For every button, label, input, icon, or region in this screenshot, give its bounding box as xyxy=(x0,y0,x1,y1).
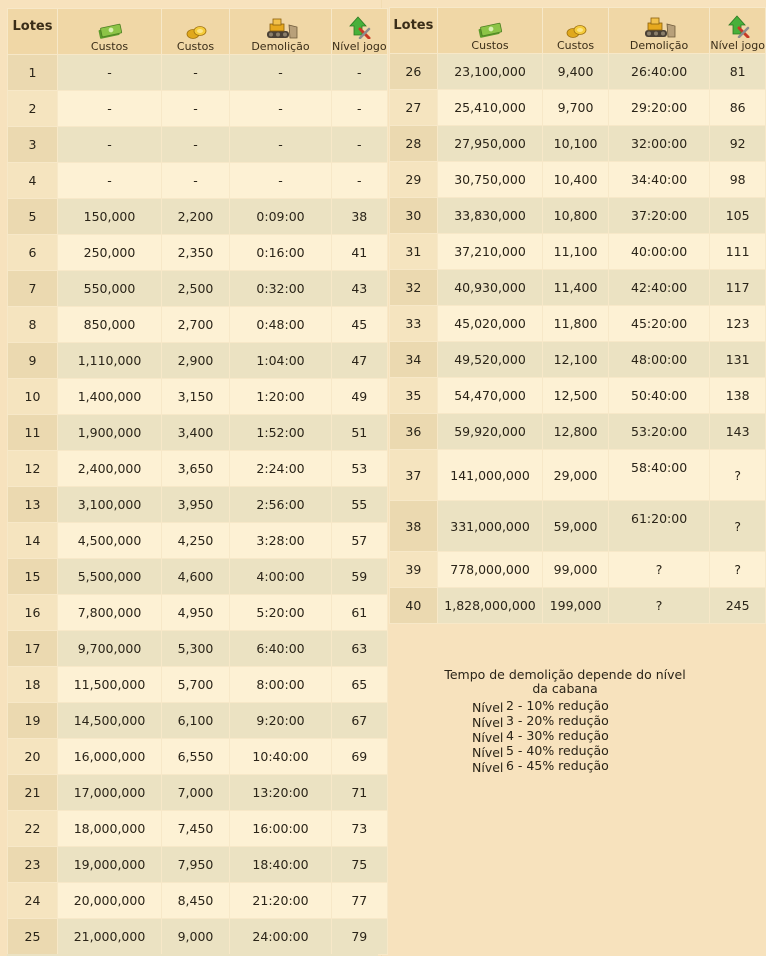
cell-custos: 40,930,000 xyxy=(437,270,543,306)
cell-moedas: 6,100 xyxy=(162,703,230,739)
cell-lote: 35 xyxy=(390,378,438,414)
note-title-line2: da cabana xyxy=(532,681,598,696)
table-row xyxy=(8,559,388,595)
cell-moedas: 6,550 xyxy=(162,739,230,775)
cell-lote: 8 xyxy=(8,307,58,343)
table-row xyxy=(8,667,388,703)
cell-lote: 6 xyxy=(8,235,58,271)
cell-custos: 30,750,000 xyxy=(437,162,543,198)
cell-moedas: 9,000 xyxy=(162,919,230,955)
cell-nivel: 47 xyxy=(332,343,388,379)
cell-moedas: 10,100 xyxy=(543,126,609,162)
cell-custos: 14,500,000 xyxy=(58,703,162,739)
cell-custos: 331,000,000 xyxy=(437,501,543,552)
cell-moedas: 12,500 xyxy=(543,378,609,414)
cell-moedas: 99,000 xyxy=(543,552,609,588)
note-level-row xyxy=(472,743,710,758)
cell-moedas: - xyxy=(162,163,230,199)
cell-lote: 37 xyxy=(390,450,438,501)
table-row xyxy=(8,127,388,163)
table-row xyxy=(390,378,766,414)
note-level-row xyxy=(472,758,710,773)
table-row xyxy=(8,343,388,379)
cell-custos: 37,210,000 xyxy=(437,234,543,270)
cell-custos: 17,000,000 xyxy=(58,775,162,811)
header-custos-coins xyxy=(162,9,230,55)
table-row xyxy=(8,415,388,451)
cell-moedas: 2,200 xyxy=(162,199,230,235)
header-label: Nível jogo xyxy=(332,40,387,53)
cell-nivel: 138 xyxy=(710,378,766,414)
header-custos-money xyxy=(58,9,162,55)
cell-lote: 15 xyxy=(8,559,58,595)
cell-lote: 40 xyxy=(390,588,438,624)
cell-lote: 24 xyxy=(8,883,58,919)
header-custos-coins xyxy=(543,8,609,54)
table-row xyxy=(8,199,388,235)
cell-custos: 27,950,000 xyxy=(437,126,543,162)
cell-moedas: 5,300 xyxy=(162,631,230,667)
note-level-word: Nível xyxy=(472,760,504,775)
table-row xyxy=(8,487,388,523)
cell-nivel: 63 xyxy=(332,631,388,667)
note-level-row xyxy=(472,698,710,713)
cell-nivel: 67 xyxy=(332,703,388,739)
cell-moedas: 12,800 xyxy=(543,414,609,450)
cell-lote: 18 xyxy=(8,667,58,703)
cell-lote: 30 xyxy=(390,198,438,234)
cell-demolicao: 2:24:00 xyxy=(230,451,332,487)
cell-demolicao: 0:48:00 xyxy=(230,307,332,343)
table-row xyxy=(8,847,388,883)
cell-nivel: 43 xyxy=(332,271,388,307)
note-level-word: Nível xyxy=(472,715,504,730)
table-row xyxy=(390,450,766,501)
table-header-row xyxy=(8,9,388,55)
header-label: Custos xyxy=(556,39,595,52)
level-up-arrow-tools-icon xyxy=(347,15,371,39)
cell-nivel: 105 xyxy=(710,198,766,234)
cell-lote: 9 xyxy=(8,343,58,379)
cell-moedas: 59,000 xyxy=(543,501,609,552)
note-level-row xyxy=(472,728,710,743)
gold-coins-icon xyxy=(565,22,587,38)
note-level-text: 5 - 40% redução xyxy=(506,743,609,758)
cell-nivel: 55 xyxy=(332,487,388,523)
cell-moedas: 11,400 xyxy=(543,270,609,306)
cell-nivel: - xyxy=(332,55,388,91)
cell-moedas: 2,900 xyxy=(162,343,230,379)
cell-nivel: 38 xyxy=(332,199,388,235)
cell-custos: 1,400,000 xyxy=(58,379,162,415)
cell-lote: 29 xyxy=(390,162,438,198)
cell-nivel: 61 xyxy=(332,595,388,631)
cell-lote: 21 xyxy=(8,775,58,811)
cell-nivel: ? xyxy=(710,450,766,501)
note-level-text: 6 - 45% redução xyxy=(506,758,609,773)
level-up-arrow-tools-icon xyxy=(726,14,750,38)
cell-lote: 33 xyxy=(390,306,438,342)
header-custos-money xyxy=(437,8,543,54)
cell-moedas: 2,350 xyxy=(162,235,230,271)
cell-lote: 19 xyxy=(8,703,58,739)
cell-lote: 7 xyxy=(8,271,58,307)
cell-custos: 59,920,000 xyxy=(437,414,543,450)
cell-demolicao: - xyxy=(230,55,332,91)
header-demolicao xyxy=(608,8,710,54)
note-title xyxy=(420,668,710,696)
cell-lote: 32 xyxy=(390,270,438,306)
cell-moedas: 4,600 xyxy=(162,559,230,595)
cell-moedas: 3,150 xyxy=(162,379,230,415)
bulldozer-icon xyxy=(641,16,677,38)
money-bills-icon xyxy=(477,20,503,38)
cell-lote: 22 xyxy=(8,811,58,847)
cell-lote: 3 xyxy=(8,127,58,163)
cell-lote: 26 xyxy=(390,54,438,90)
table-row xyxy=(8,883,388,919)
cell-moedas: 10,800 xyxy=(543,198,609,234)
cell-demolicao: 21:20:00 xyxy=(230,883,332,919)
note-level-word: Nível xyxy=(472,700,504,715)
cell-demolicao: 50:40:00 xyxy=(608,378,710,414)
cell-custos: 9,700,000 xyxy=(58,631,162,667)
cell-moedas: 4,250 xyxy=(162,523,230,559)
cell-moedas: 7,450 xyxy=(162,811,230,847)
cell-lote: 28 xyxy=(390,126,438,162)
table-row xyxy=(8,55,388,91)
cell-demolicao: 29:20:00 xyxy=(608,90,710,126)
note-level-word: Nível xyxy=(472,745,504,760)
cell-moedas: 5,700 xyxy=(162,667,230,703)
cell-custos: 20,000,000 xyxy=(58,883,162,919)
cell-custos: 141,000,000 xyxy=(437,450,543,501)
note-title-line1: Tempo de demolição depende do nível xyxy=(444,667,686,682)
cell-nivel: 59 xyxy=(332,559,388,595)
cell-demolicao: 0:16:00 xyxy=(230,235,332,271)
lots-table-left xyxy=(7,8,388,955)
cell-demolicao: 5:20:00 xyxy=(230,595,332,631)
cell-nivel: 111 xyxy=(710,234,766,270)
cell-nivel: 131 xyxy=(710,342,766,378)
cell-custos: 7,800,000 xyxy=(58,595,162,631)
cell-custos: 19,000,000 xyxy=(58,847,162,883)
cell-moedas: 3,400 xyxy=(162,415,230,451)
cell-nivel: 49 xyxy=(332,379,388,415)
cell-demolicao: ? xyxy=(608,552,710,588)
cell-demolicao: 8:00:00 xyxy=(230,667,332,703)
table-row xyxy=(8,595,388,631)
cell-moedas: 2,500 xyxy=(162,271,230,307)
cell-moedas: 4,950 xyxy=(162,595,230,631)
table-row xyxy=(8,703,388,739)
cell-demolicao: ? xyxy=(608,588,710,624)
table-row xyxy=(390,414,766,450)
cell-custos: 54,470,000 xyxy=(437,378,543,414)
cell-nivel: 79 xyxy=(332,919,388,955)
cell-demolicao: 45:20:00 xyxy=(608,306,710,342)
cell-lote: 25 xyxy=(8,919,58,955)
cell-lote: 34 xyxy=(390,342,438,378)
cell-lote: 10 xyxy=(8,379,58,415)
cell-moedas: - xyxy=(162,91,230,127)
cell-demolicao: 40:00:00 xyxy=(608,234,710,270)
money-bills-icon xyxy=(97,21,123,39)
cell-demolicao: 32:00:00 xyxy=(608,126,710,162)
cell-nivel: ? xyxy=(710,552,766,588)
cell-custos: 778,000,000 xyxy=(437,552,543,588)
cell-demolicao: 58:40:00 xyxy=(608,450,710,501)
cell-custos: 3,100,000 xyxy=(58,487,162,523)
table-row xyxy=(390,501,766,552)
cell-nivel: 71 xyxy=(332,775,388,811)
cell-demolicao: 48:00:00 xyxy=(608,342,710,378)
cell-moedas: - xyxy=(162,55,230,91)
cell-nivel: - xyxy=(332,163,388,199)
cell-demolicao: 2:56:00 xyxy=(230,487,332,523)
cell-custos: 45,020,000 xyxy=(437,306,543,342)
cell-nivel: 123 xyxy=(710,306,766,342)
cell-custos: 16,000,000 xyxy=(58,739,162,775)
cell-lote: 2 xyxy=(8,91,58,127)
cell-nivel: ? xyxy=(710,501,766,552)
cell-custos: 2,400,000 xyxy=(58,451,162,487)
cell-custos: 33,830,000 xyxy=(437,198,543,234)
note-level-word: Nível xyxy=(472,730,504,745)
demolition-note xyxy=(420,668,710,773)
cell-moedas: 12,100 xyxy=(543,342,609,378)
cell-nivel: - xyxy=(332,91,388,127)
cell-demolicao: - xyxy=(230,127,332,163)
header-label: Demolição xyxy=(629,39,689,52)
cell-demolicao: 42:40:00 xyxy=(608,270,710,306)
header-label: Custos xyxy=(471,39,509,52)
cell-lote: 14 xyxy=(8,523,58,559)
header-label: Nível jogo xyxy=(710,39,765,52)
note-level-text: 3 - 20% redução xyxy=(506,713,609,728)
table-header-row xyxy=(390,8,766,54)
cell-nivel: 45 xyxy=(332,307,388,343)
cell-demolicao: 18:40:00 xyxy=(230,847,332,883)
note-level-row xyxy=(472,713,710,728)
table-row xyxy=(8,451,388,487)
cell-custos: - xyxy=(58,163,162,199)
cell-demolicao: 6:40:00 xyxy=(230,631,332,667)
table-row xyxy=(8,631,388,667)
table-row xyxy=(8,163,388,199)
cell-nivel: - xyxy=(332,127,388,163)
cell-moedas: 3,950 xyxy=(162,487,230,523)
cell-demolicao: 1:20:00 xyxy=(230,379,332,415)
cell-moedas: 10,400 xyxy=(543,162,609,198)
cell-custos: 550,000 xyxy=(58,271,162,307)
cell-custos: 1,110,000 xyxy=(58,343,162,379)
cell-demolicao: 24:00:00 xyxy=(230,919,332,955)
cell-demolicao: 1:04:00 xyxy=(230,343,332,379)
table-row xyxy=(8,91,388,127)
cell-demolicao: 0:32:00 xyxy=(230,271,332,307)
cell-nivel: 41 xyxy=(332,235,388,271)
table-row xyxy=(8,271,388,307)
cell-demolicao: - xyxy=(230,163,332,199)
cell-demolicao: 26:40:00 xyxy=(608,54,710,90)
cell-custos: 49,520,000 xyxy=(437,342,543,378)
cell-custos: 4,500,000 xyxy=(58,523,162,559)
cell-nivel: 92 xyxy=(710,126,766,162)
cell-demolicao: 16:00:00 xyxy=(230,811,332,847)
cell-demolicao: 1:52:00 xyxy=(230,415,332,451)
header-label: Custos xyxy=(90,40,129,53)
table-row xyxy=(390,162,766,198)
table-row xyxy=(390,342,766,378)
cell-custos: 150,000 xyxy=(58,199,162,235)
cell-custos: 23,100,000 xyxy=(437,54,543,90)
cell-moedas: 3,650 xyxy=(162,451,230,487)
gold-coins-icon xyxy=(185,23,207,39)
cell-demolicao: 13:20:00 xyxy=(230,775,332,811)
table-row xyxy=(390,552,766,588)
cell-custos: - xyxy=(58,127,162,163)
cell-demolicao: 61:20:00 xyxy=(608,501,710,552)
cell-moedas: 199,000 xyxy=(543,588,609,624)
cell-nivel: 69 xyxy=(332,739,388,775)
cell-lote: 31 xyxy=(390,234,438,270)
cell-moedas: 2,700 xyxy=(162,307,230,343)
cell-demolicao: 0:09:00 xyxy=(230,199,332,235)
cell-moedas: 11,800 xyxy=(543,306,609,342)
cell-moedas: - xyxy=(162,127,230,163)
table-row xyxy=(390,270,766,306)
cell-lote: 39 xyxy=(390,552,438,588)
cell-custos: - xyxy=(58,91,162,127)
cell-nivel: 245 xyxy=(710,588,766,624)
header-label: Custos xyxy=(176,40,215,53)
cell-demolicao: 10:40:00 xyxy=(230,739,332,775)
table-row xyxy=(390,90,766,126)
lots-table-right xyxy=(389,7,766,624)
cell-lote: 36 xyxy=(390,414,438,450)
cell-nivel: 53 xyxy=(332,451,388,487)
cell-lote: 1 xyxy=(8,55,58,91)
cell-nivel: 81 xyxy=(710,54,766,90)
cell-moedas: 9,700 xyxy=(543,90,609,126)
table-row xyxy=(8,307,388,343)
table-row xyxy=(8,523,388,559)
cell-moedas: 8,450 xyxy=(162,883,230,919)
cell-demolicao: 53:20:00 xyxy=(608,414,710,450)
cell-lote: 5 xyxy=(8,199,58,235)
note-level-text: 2 - 10% redução xyxy=(506,698,609,713)
table-row xyxy=(8,739,388,775)
cell-custos: 1,828,000,000 xyxy=(437,588,543,624)
table-row xyxy=(390,54,766,90)
table-row xyxy=(8,235,388,271)
cell-nivel: 65 xyxy=(332,667,388,703)
table-row xyxy=(390,306,766,342)
bulldozer-icon xyxy=(263,17,299,39)
table-row xyxy=(390,198,766,234)
cell-nivel: 143 xyxy=(710,414,766,450)
table-row xyxy=(390,234,766,270)
cell-demolicao: 3:28:00 xyxy=(230,523,332,559)
cell-lote: 20 xyxy=(8,739,58,775)
cell-custos: 18,000,000 xyxy=(58,811,162,847)
cell-lote: 11 xyxy=(8,415,58,451)
header-lotes: Lotes xyxy=(390,8,438,54)
cell-moedas: 9,400 xyxy=(543,54,609,90)
cell-nivel: 75 xyxy=(332,847,388,883)
cell-custos: 21,000,000 xyxy=(58,919,162,955)
cell-lote: 38 xyxy=(390,501,438,552)
header-nivel xyxy=(710,8,766,54)
table-row xyxy=(390,126,766,162)
cell-nivel: 51 xyxy=(332,415,388,451)
table-row xyxy=(8,379,388,415)
cell-moedas: 7,000 xyxy=(162,775,230,811)
header-nivel xyxy=(332,9,388,55)
cell-moedas: 11,100 xyxy=(543,234,609,270)
cell-custos: 850,000 xyxy=(58,307,162,343)
cell-lote: 4 xyxy=(8,163,58,199)
cell-moedas: 7,950 xyxy=(162,847,230,883)
cell-lote: 23 xyxy=(8,847,58,883)
cell-lote: 16 xyxy=(8,595,58,631)
cell-nivel: 117 xyxy=(710,270,766,306)
table-row xyxy=(8,919,388,955)
cell-nivel: 98 xyxy=(710,162,766,198)
cell-nivel: 86 xyxy=(710,90,766,126)
cell-lote: 13 xyxy=(8,487,58,523)
header-lotes: Lotes xyxy=(8,9,58,55)
cell-lote: 17 xyxy=(8,631,58,667)
cell-demolicao: 37:20:00 xyxy=(608,198,710,234)
cell-demolicao: 34:40:00 xyxy=(608,162,710,198)
cell-demolicao: 9:20:00 xyxy=(230,703,332,739)
cell-custos: 250,000 xyxy=(58,235,162,271)
cell-custos: 25,410,000 xyxy=(437,90,543,126)
cell-demolicao: 4:00:00 xyxy=(230,559,332,595)
table-row xyxy=(8,811,388,847)
table-row xyxy=(8,775,388,811)
cell-lote: 27 xyxy=(390,90,438,126)
cell-demolicao: - xyxy=(230,91,332,127)
note-level-list xyxy=(472,698,710,773)
header-label: Demolição xyxy=(251,40,310,53)
cell-nivel: 73 xyxy=(332,811,388,847)
header-demolicao xyxy=(230,9,332,55)
cell-custos: - xyxy=(58,55,162,91)
cell-nivel: 57 xyxy=(332,523,388,559)
cell-lote: 12 xyxy=(8,451,58,487)
cell-nivel: 77 xyxy=(332,883,388,919)
note-level-text: 4 - 30% redução xyxy=(506,728,609,743)
cell-custos: 11,500,000 xyxy=(58,667,162,703)
table-row xyxy=(390,588,766,624)
cell-moedas: 29,000 xyxy=(543,450,609,501)
cell-custos: 5,500,000 xyxy=(58,559,162,595)
cell-custos: 1,900,000 xyxy=(58,415,162,451)
